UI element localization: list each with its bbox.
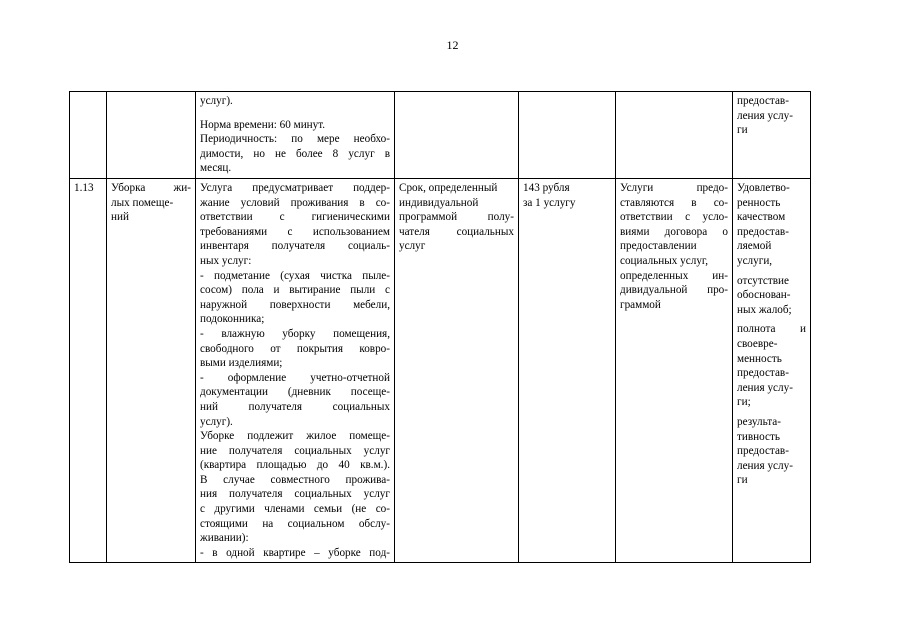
text-line: ги xyxy=(737,474,748,487)
text-line: жание условий проживания в со- xyxy=(200,196,390,209)
text-line: димости, но не более 8 услуг в xyxy=(200,147,390,160)
text-line: ления услу- xyxy=(737,459,793,472)
text-line: Удовлетво- xyxy=(737,182,790,194)
text-line: ных услуг: xyxy=(200,254,252,267)
text-line: живании): xyxy=(200,532,249,545)
text-line: свободного от покрытия ковро- xyxy=(200,342,390,355)
text-line: услуг). xyxy=(200,95,233,107)
cell-service-description xyxy=(196,179,395,563)
cell-conditions xyxy=(616,179,733,563)
text-line: - влажную уборку помещения, xyxy=(200,327,390,340)
text-line: предостав- xyxy=(737,95,789,107)
text-line: Уборка жи- xyxy=(111,182,191,194)
cell-results xyxy=(733,179,811,563)
cell-number-empty xyxy=(70,92,107,179)
cell-price-empty xyxy=(519,92,616,179)
text-line: Услуга предусматривает поддер- xyxy=(200,182,390,194)
text-line: документации (дневник посеще- xyxy=(200,386,390,399)
text-line: подоконника; xyxy=(200,313,265,326)
text-line: за 1 услугу xyxy=(523,196,576,209)
text-line: ги xyxy=(737,124,748,137)
text-line: ления услу- xyxy=(737,109,793,122)
cell-price xyxy=(519,179,616,563)
text-line: Уборке подлежит жилое помеще- xyxy=(200,430,390,443)
text-line: отсутствие xyxy=(737,274,789,287)
text-line: услуг xyxy=(399,240,426,253)
text-line: результа- xyxy=(737,415,781,428)
text-line: ги; xyxy=(737,396,751,409)
text-line: - оформление учетно-отчетной xyxy=(200,371,390,384)
text-line: индивидуальной xyxy=(399,196,479,209)
text-line: ных жалоб; xyxy=(737,303,792,316)
text-line: определенных ин- xyxy=(620,269,728,282)
text-line: тивность xyxy=(737,430,780,443)
cell-term xyxy=(395,179,519,563)
text-line: услуг). xyxy=(200,415,233,428)
text-line: (квартира площадью до 40 кв.м.). xyxy=(200,459,390,472)
text-line: месяц. xyxy=(200,162,232,175)
text-line: ления услу- xyxy=(737,381,793,394)
text-line: предоставлении xyxy=(620,240,697,253)
text-line: наружной поверхности мебели, xyxy=(200,298,390,311)
text-line: предостав- xyxy=(737,445,789,458)
cell-term-empty xyxy=(395,92,519,179)
text-line: В случае совместного прожива- xyxy=(200,473,390,486)
text-line: граммой xyxy=(620,298,661,311)
cell-service-name xyxy=(107,179,196,563)
text-line: дивидуальной про- xyxy=(620,284,728,297)
text-line: социальных услуг, xyxy=(620,254,709,267)
services-table xyxy=(69,91,811,563)
text-line: ляемой xyxy=(737,240,772,253)
cell-name-empty xyxy=(107,92,196,179)
text-line: с другими членами семьи (не со- xyxy=(200,503,390,516)
text-line: ставляются в со- xyxy=(620,196,728,209)
text-line: предостав- xyxy=(737,225,789,238)
continuation-row xyxy=(70,92,811,179)
text-line: чателя социальных xyxy=(399,225,514,238)
text-line: выми изделиями; xyxy=(200,357,283,370)
text-line: требованиями с использованием xyxy=(200,225,390,238)
text-line: виями договора о xyxy=(620,225,728,238)
cell-results-continuation xyxy=(733,92,811,179)
text-line: Срок, определенный xyxy=(399,182,498,194)
text-line: качеством xyxy=(737,211,786,224)
text-line: своевре- xyxy=(737,337,778,350)
cell-row-number xyxy=(70,179,107,563)
text-line: ния получателя социальных услуг xyxy=(200,488,390,501)
text-line: ний получателя социальных xyxy=(200,400,390,413)
page-number: 12 xyxy=(446,38,459,52)
text-line: полнота и xyxy=(737,323,806,336)
text-line: - в одной квартире – уборке под- xyxy=(200,546,390,559)
text-line: ренность xyxy=(737,196,781,209)
text-line: - подметание (сухая чистка пыле- xyxy=(200,269,390,282)
text-line: лых помеще- xyxy=(111,196,174,209)
text-line: программой полу- xyxy=(399,211,514,224)
text-line: ние получателя социальных услуг xyxy=(200,444,390,457)
text-line: обоснован- xyxy=(737,289,791,302)
cell-service-continuation xyxy=(196,92,395,179)
service-row-1-13 xyxy=(70,179,811,563)
text-line: стоящими на социальном обслу- xyxy=(200,517,390,530)
text-line: инвентаря получателя социаль- xyxy=(200,240,390,253)
row-number: 1.13 xyxy=(74,182,94,194)
text-line: услуги, xyxy=(737,254,773,267)
text-line: Норма времени: 60 минут. xyxy=(200,118,326,131)
text-line: Периодичность: по мере необхо- xyxy=(200,133,390,146)
text-line: сосом) пола и вытирание пыли с xyxy=(200,284,390,297)
text-line: менность xyxy=(737,352,782,365)
text-line: предостав- xyxy=(737,367,789,380)
text-line: ответствии с усло- xyxy=(620,211,728,224)
text-line: ответствии с гигиеническими xyxy=(200,211,390,224)
text-line: ний xyxy=(111,211,129,224)
text-line: 143 рубля xyxy=(523,182,570,194)
cell-conditions-empty xyxy=(616,92,733,179)
text-line: Услуги предо- xyxy=(620,182,728,194)
